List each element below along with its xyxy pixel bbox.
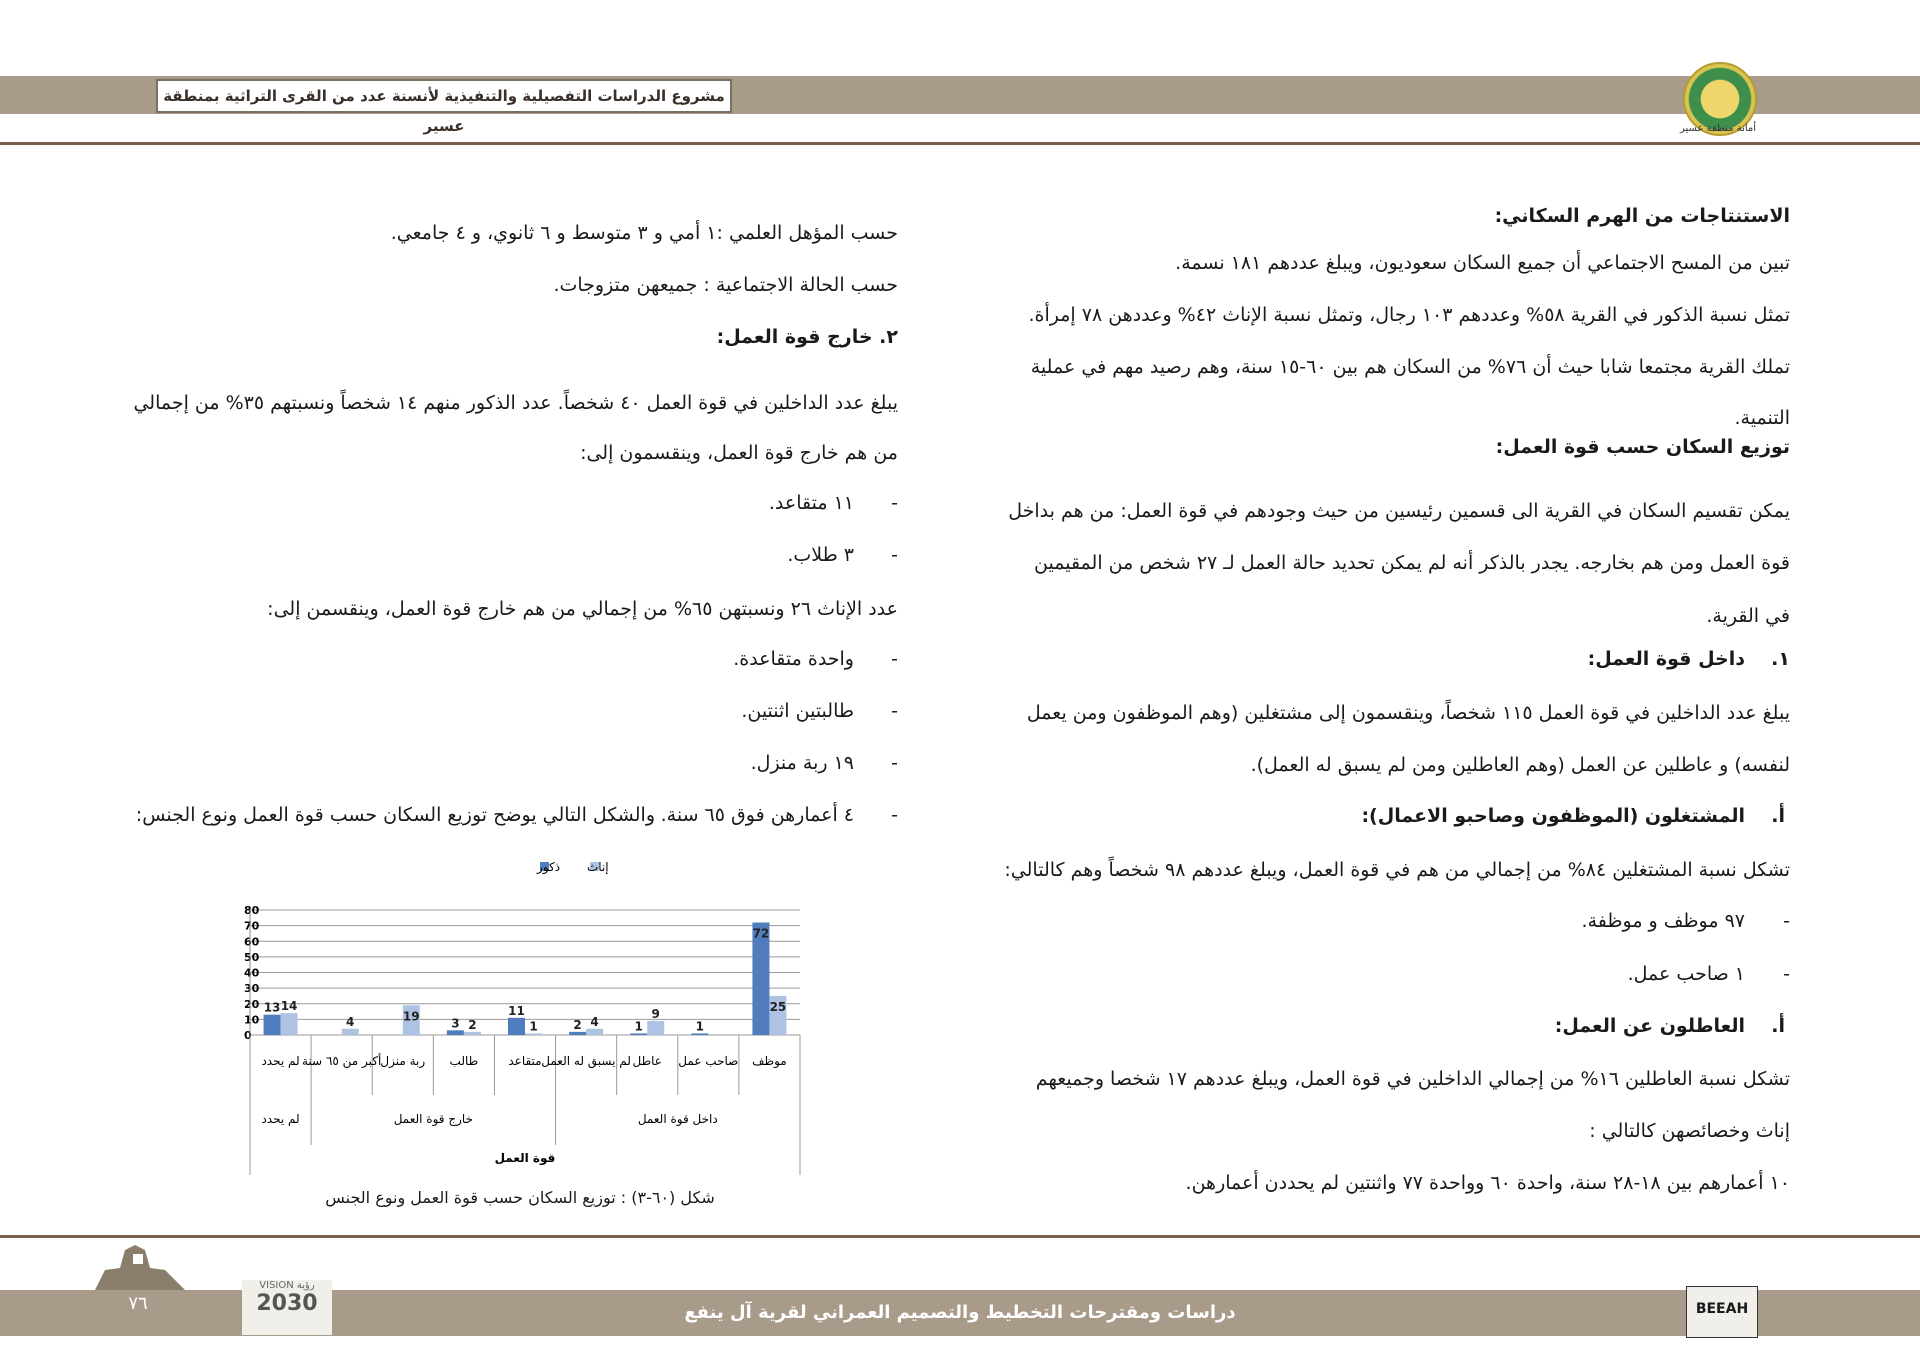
- heading-population-pyramid: الاستنتاجات من الهرم السكاني:: [1494, 205, 1790, 227]
- y-tick-label: 60: [244, 935, 260, 949]
- bullet-marker: -: [1783, 963, 1790, 985]
- bar-female: [281, 1013, 298, 1035]
- paragraph: تشكل نسبة المشتغلين ٨٤% من إجمالي من هم في قوة العمل، ويبلغ عددهم ٩٨ شخصاً وهم كالتالي:: [1004, 859, 1790, 881]
- heading-inside-labor: داخل قوة العمل:: [1587, 648, 1745, 670]
- category-label: لم يحدد: [261, 1054, 300, 1068]
- data-label: 14: [280, 999, 298, 1014]
- bar-male: [447, 1030, 464, 1035]
- paragraph: التنمية.: [1734, 407, 1790, 429]
- paragraph: في القرية.: [1706, 605, 1790, 627]
- data-label: 1: [529, 1019, 538, 1034]
- legend-label: ذكور: [537, 860, 561, 874]
- vision-year: 2030: [256, 1291, 318, 1316]
- data-label: 13: [263, 1000, 281, 1015]
- bar-male: [630, 1033, 647, 1035]
- heading-employed: المشتغلون (الموظفون وصاحبو الاعمال):: [1361, 805, 1745, 827]
- data-label: 3: [451, 1016, 460, 1031]
- bullet-marker: -: [891, 804, 898, 826]
- vision-label: رؤية VISION: [259, 1280, 315, 1291]
- bar-male: [508, 1018, 525, 1035]
- bullet-item: ٣ طلاب.: [787, 544, 854, 566]
- data-label: 4: [345, 1014, 355, 1029]
- category-label: صاحب عمل: [678, 1054, 739, 1068]
- bullet-item: ١٩ ربة منزل.: [750, 752, 854, 774]
- heading-unemployed: العاطلون عن العمل:: [1554, 1015, 1745, 1037]
- heading-employed-number: أ.: [1771, 805, 1785, 827]
- data-label: 72: [752, 926, 770, 941]
- heading-inside-labor-number: ١.: [1771, 648, 1790, 670]
- labor-force-chart: [200, 850, 820, 1175]
- paragraph: تمثل نسبة الذكور في القرية ٥٨% وعددهم ١٠٣ رجال، وتمثل نسبة الإناث ٤٢% وعددهن ٧٨ إمرأة.: [1028, 304, 1790, 326]
- y-tick-label: 0: [244, 1029, 252, 1042]
- bar-female: [464, 1032, 481, 1035]
- x-axis-label: قوة العمل: [494, 1151, 556, 1165]
- bar-female: [586, 1029, 603, 1035]
- bullet-marker: -: [891, 544, 898, 566]
- paragraph: إناث وخصائصهن كالتالي :: [1589, 1120, 1790, 1142]
- category-label: لم يسبق له العمل: [541, 1054, 631, 1068]
- bullet-marker: -: [891, 648, 898, 670]
- paragraph: تبين من المسح الاجتماعي أن جميع السكان سعوديون، ويبلغ عددهم ١٨١ نسمة.: [1175, 252, 1790, 274]
- category-label: أكبر من ٦٥ سنة: [302, 1054, 382, 1068]
- heading-labor-distribution: توزيع السكان حسب قوة العمل:: [1495, 436, 1790, 458]
- bullet-item: ١ صاحب عمل.: [1627, 963, 1745, 985]
- beeah-label: BEEAH: [1695, 1301, 1749, 1317]
- data-label: 4: [590, 1014, 599, 1029]
- y-tick-label: 50: [244, 950, 260, 964]
- paragraph: تشكل نسبة العاطلين ١٦% من إجمالي الداخلين في قوة العمل، ويبلغ عددهم ١٧ شخصا وجميعهم: [1035, 1068, 1790, 1090]
- footer-title: دراسات ومقترحات التخطيط والتصميم العمراني لقرية آل ينفع: [684, 1302, 1236, 1323]
- bar-female: [342, 1029, 359, 1035]
- y-tick-label: 70: [244, 919, 260, 933]
- category-label: متقاعد: [508, 1054, 542, 1068]
- category-label: عاطل: [632, 1054, 662, 1068]
- paragraph: ١٠ أعمارهم بين ١٨-٢٨ سنة، واحدة ٦٠ وواحدة ٧٧ واثنتين لم يحددن أعمارهن.: [1185, 1172, 1790, 1194]
- footer-rule: [0, 1235, 1920, 1238]
- bullet-marker: -: [891, 752, 898, 774]
- bullet-item: ١١ متقاعد.: [768, 492, 854, 514]
- project-title: مشروع الدراسات التفصيلية والتنفيذية لأنسنة عدد من القرى التراثية بمنطقة عسير: [156, 79, 732, 113]
- legend-label: إناث: [587, 860, 609, 874]
- bullet-item: ٩٧ موظف و موظفة.: [1581, 910, 1745, 932]
- paragraph: لنفسه) و عاطلين عن العمل (وهم العاطلين ومن لم يسبق له العمل).: [1250, 754, 1790, 776]
- paragraph: يبلغ عدد الداخلين في قوة العمل ١١٥ شخصاً، وينقسمون إلى مشتغلين (وهم الموظفون ومن يعمل: [1026, 702, 1790, 724]
- paragraph: قوة العمل ومن هم بخارجه. يجدر بالذكر أنه لم يمكن تحديد حالة العمل لـ ٢٧ شخص من المقيمين: [1034, 552, 1790, 574]
- data-label: 9: [651, 1006, 660, 1021]
- bullet-marker: -: [891, 700, 898, 722]
- y-tick-label: 80: [244, 904, 260, 917]
- data-label: 2: [468, 1017, 477, 1032]
- bar-male: [569, 1032, 586, 1035]
- castle-icon: [95, 1240, 185, 1290]
- bullet-item: واحدة متقاعدة.: [733, 648, 854, 670]
- vision-2030-logo: [242, 1280, 332, 1335]
- category-label: ربة منزل: [380, 1054, 426, 1068]
- data-label: 1: [695, 1019, 705, 1034]
- paragraph: عدد الإناث ٢٦ ونسبتهن ٦٥% من إجمالي من هم خارج قوة العمل، وينقسمن إلى:: [267, 598, 898, 620]
- bar-male: [691, 1033, 708, 1035]
- category-label: طالب: [449, 1054, 479, 1068]
- figure-caption: شكل (٦٠-٣) : توزيع السكان حسب قوة العمل ونوع الجنس: [325, 1188, 715, 1207]
- paragraph: تملك القرية مجتمعا شابا حيث أن ٧٦% من السكان هم بين ٦٠-١٥ سنة، وهم رصيد مهم في عملية: [1030, 356, 1790, 378]
- bullet-marker: -: [891, 492, 898, 514]
- bullet-item: طالبتين اثنتين.: [741, 700, 854, 722]
- group-label: خارج قوة العمل: [393, 1112, 473, 1126]
- paragraph: حسب المؤهل العلمي :١ أمي و ٣ متوسط و ٦ ثانوي، و ٤ جامعي.: [390, 222, 898, 244]
- y-tick-label: 40: [244, 966, 260, 980]
- y-tick-label: 10: [244, 1013, 260, 1027]
- data-label: 25: [769, 999, 787, 1014]
- paragraph: والشكل التالي يوضح توزيع السكان حسب قوة العمل ونوع الجنس:: [135, 804, 655, 826]
- paragraph: يمكن تقسيم السكان في القرية الى قسمين رئيسين من حيث وجودهم في قوة العمل: من هم بداخل: [1008, 500, 1790, 522]
- bar-male: [264, 1015, 281, 1035]
- data-label: 11: [508, 1003, 525, 1018]
- bar-female: [525, 1033, 542, 1035]
- header-rule: [0, 142, 1920, 145]
- heading-unemployed-number: أ.: [1771, 1015, 1785, 1037]
- group-label: داخل قوة العمل: [637, 1112, 718, 1126]
- category-label: موظف: [752, 1054, 787, 1068]
- group-label: لم يحدد: [261, 1112, 300, 1126]
- paragraph: حسب الحالة الاجتماعية : جميعهن متزوجات.: [553, 274, 898, 296]
- data-label: 19: [402, 1009, 420, 1024]
- y-tick-label: 30: [244, 982, 260, 996]
- paragraph: يبلغ عدد الداخلين في قوة العمل ٤٠ شخصاً. عدد الذكور منهم ١٤ شخصاً ونسبتهم ٣٥% من إجمالي: [133, 392, 898, 414]
- bar-female: [647, 1021, 664, 1035]
- paragraph: من هم خارج قوة العمل، وينقسمون إلى:: [580, 442, 898, 464]
- data-label: 2: [573, 1017, 582, 1032]
- page-number: ٧٦: [128, 1293, 148, 1314]
- heading-outside-labor: ٢. خارج قوة العمل:: [716, 326, 898, 348]
- logo-caption: أمانة منطقة عسير: [1679, 123, 1757, 134]
- bullet-item: ٤ أعمارهن فوق ٦٥ سنة.: [660, 804, 854, 826]
- y-tick-label: 20: [244, 997, 260, 1011]
- data-label: 1: [634, 1019, 643, 1034]
- bullet-marker: -: [1783, 910, 1790, 932]
- beeah-logo: [1686, 1286, 1758, 1338]
